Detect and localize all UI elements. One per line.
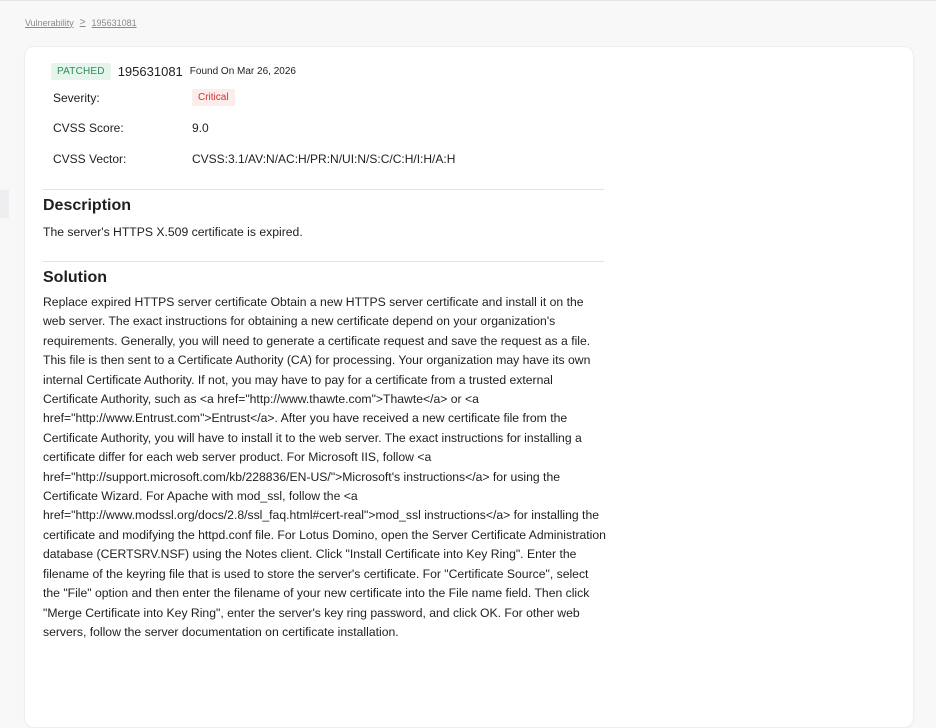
cvss-vector-row (53, 152, 455, 166)
breadcrumb (25, 17, 137, 28)
vulnerability-id: 195631081 (117, 64, 183, 79)
cvss-score-row (53, 121, 209, 135)
divider (43, 189, 604, 190)
cvss-score-value: 9.0 (192, 121, 209, 135)
cvss-vector-value: CVSS:3.1/AV:N/AC:H/PR:N/UI:N/S:C/C:H/I:H/A:H (192, 152, 456, 166)
breadcrumb-current-link[interactable]: 195631081 (91, 17, 137, 28)
description-title: Description (43, 197, 132, 214)
status-badge: PATCHED (51, 63, 111, 80)
breadcrumb-vulnerability-link[interactable]: Vulnerability (25, 17, 74, 28)
vulnerability-detail-card (24, 46, 914, 728)
severity-badge: Critical (192, 89, 235, 106)
severity-label: Severity: (53, 90, 100, 105)
top-border (0, 0, 936, 1)
cvss-score-label: CVSS Score: (53, 121, 124, 135)
severity-row (53, 89, 235, 106)
sidebar-edge (0, 190, 9, 218)
cvss-vector-label: CVSS Vector: (53, 152, 127, 166)
solution-text: Replace expired HTTPS server certificate Obtain a new HTTPS server certificate and install it on the web server. The exact instructions for obtaining a new certificate depend on your organization's requirements. Generally, you will need to generate a certificate request and save the request as a file. This file is then sent to a Certificate Authority (CA) for processing. Your organization may have its own internal Certificate Authority. If not, you may have to pay for a certificate from a trusted external Certificate Authority, such as <a href="http://www.thawte.com">Thawte</a> or <a href="http://www.Entrust.com">Entrust</a>. After you have received a new certificate file from the Certificate Authority, you will have to install it to the web server. The exact instructions for installing a certificate differ for each web server product. For Microsoft IIS, follow <a href="http://support.microsoft.com/kb/228836/EN-US/">Microsoft's instructions</a> for using the Certificate Wizard. For Apache with mod_ssl, follow the <a href="http://www.modssl.org/docs/2.8/ssl_faq.html#cert-real">mod_ssl instructions</a> for installing the certificate and modifying the httpd.conf file. For Lotus Domino, open the Server Certificate Administration database (CERTSRV.NSF) using the Notes client. Click "Install Certificate into Key Ring". Enter the filename of the keyring file that is used to store the server's certificate. For "Certificate Source", select the "File" option and then enter the filename of your new certificate into the File name field. Then click "Merge Certificate into Key Ring", enter the server's key ring password, and click OK. For other web servers, follow the server documentation on certificate installation. (43, 295, 606, 639)
breadcrumb-separator: > (79, 17, 86, 28)
description-text: The server's HTTPS X.509 certificate is expired. (43, 225, 303, 239)
solution-title: Solution (43, 269, 107, 286)
found-on-date: Found On Mar 26, 2026 (189, 66, 296, 77)
divider (43, 261, 604, 262)
vulnerability-header (51, 63, 296, 80)
